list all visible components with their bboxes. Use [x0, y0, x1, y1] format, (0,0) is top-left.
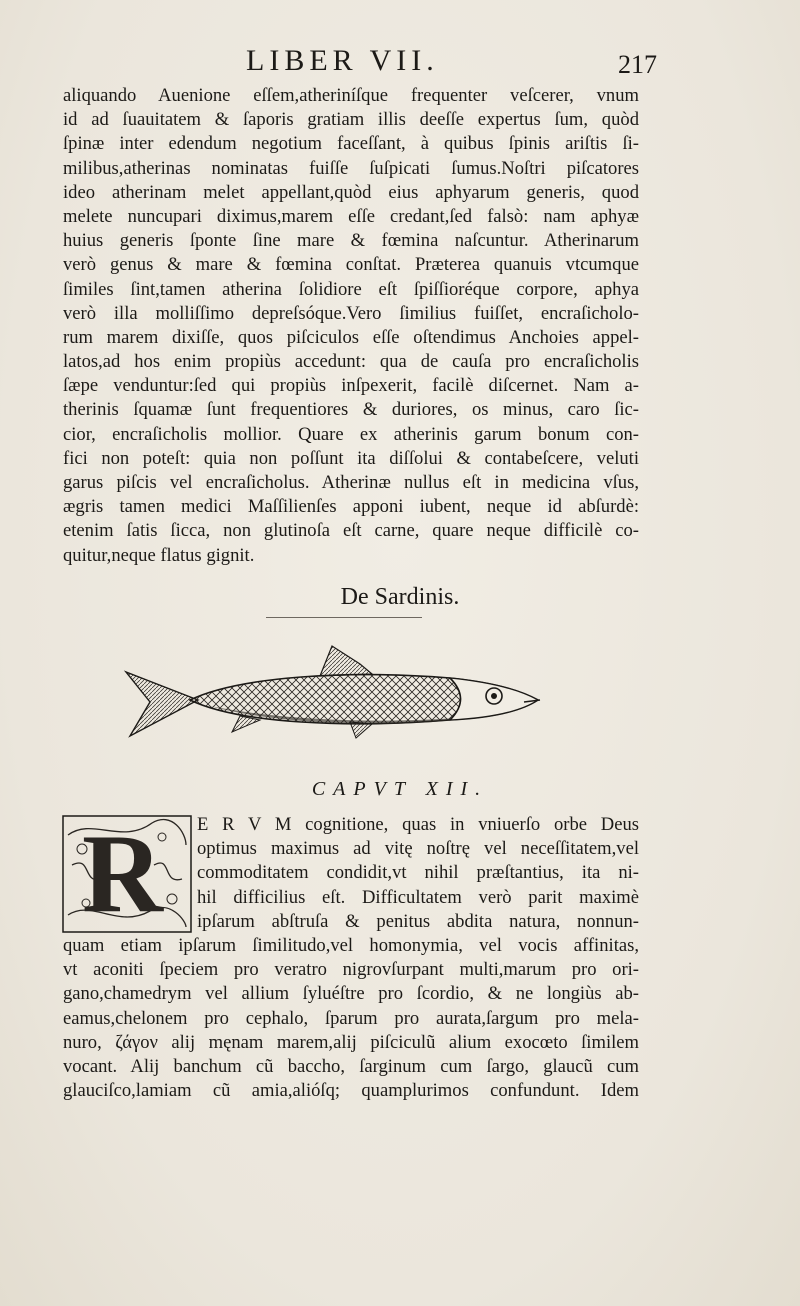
text-line: melete nuncupari diximus,marem eſſe credant,ſed falsò: nam aphyæ — [63, 205, 639, 227]
text-line: vocant. Alij banchum cũ baccho, ſarginum cum ſargo, glaucũ cum — [63, 1055, 639, 1077]
text-line: garus piſcis vel encraſicholus. Atherinæ nullus eſt in medicina vſus, — [63, 472, 639, 493]
text-line: milibus,atherinas nominatas fuiſſe ſuſpicati ſumus.Noſtri piſcatores — [63, 157, 639, 179]
paragraph-chapter-opening — [63, 813, 639, 1103]
text-line: ipſarum abſtruſa & penitus abdita natura, nonnun- — [197, 910, 639, 932]
text-line: eamus,chelonem pro cephalo, ſparum pro aurata,ſargum pro mela- — [63, 1007, 639, 1029]
text-line: hil difficilius eſt. Difficultatem verò parit maximè — [197, 886, 639, 908]
text-line: fici non poteſt: quia non poſſunt ita diſſolui & contabeſcere, veluti — [63, 447, 639, 469]
text-line: verò genus & mare & fœmina conſtat. Præterea quanuis vtcumque — [63, 254, 639, 276]
text-line: optimus maximus ad vitę noſtrę vel neceſſitatem,vel — [197, 838, 639, 860]
initial-letter: R — [82, 812, 163, 936]
text-line: cior, encraſicholis mollior. Quare ex atherinis garum bonum con- — [63, 423, 639, 445]
text-line: rum marem dixiſſe, quos piſciculos eſſe oſtendimus Anchoies appel- — [63, 326, 639, 348]
text-line: huius generis ſponte ſine mare & fœmina naſcuntur. Atherinarum — [63, 230, 639, 252]
text-line: ſpinæ inter edendum negotium faceſſant, à quibus ſpinis ariſtis ſi- — [63, 133, 639, 155]
sardine-woodcut — [120, 640, 550, 750]
text-line: ſimiles ſint,tamen atherina ſolidiore eſt ſpiſſioréque corpore, aphya — [63, 278, 639, 300]
heading-rule — [266, 617, 422, 618]
text-line: nuro, ζάγον alij męnam marem,alij piſciculũ alium exocœto ſimilem — [63, 1031, 639, 1053]
paragraph-atherina — [63, 84, 639, 568]
text-line: aliquando Auenione eſſem,atheriníſque frequenter veſcerer, vnum — [63, 85, 639, 106]
text-line: therinis ſquamæ ſunt frequentiores & duriores, os minus, caro ſic- — [63, 399, 639, 421]
chapter-heading: CAPVT XII. — [311, 778, 489, 800]
text-line: vt aconiti ſpeciem pro veratro nigrovſurpant multi,marum pro ori- — [63, 959, 639, 981]
text-line: gano,chamedrym vel allium ſyluéſtre pro ſcordio, & ne longiùs ab- — [63, 983, 639, 1005]
text-line: quam etiam ipſarum ſimilitudo,vel homonymia, vel vocis affinitas, — [63, 934, 639, 956]
text-line: id ad ſuauitatem & ſaporis gratiam illis deeſſe expertus ſum, quòd — [63, 109, 639, 131]
running-head — [0, 44, 800, 84]
text-line: verò illa molliſſimo depreſsóque.Vero ſimilius fuiſſet, encraſicholo- — [63, 302, 639, 324]
page-number: 217 — [618, 50, 657, 79]
text-line: quitur,neque flatus gignit. — [63, 544, 255, 566]
text-line: glauciſco,lamiam cũ amia,alióſq; quamplurimos confundunt. Idem — [63, 1080, 639, 1102]
section-heading: De Sardinis. — [340, 584, 460, 610]
text-line: ſæpe venduntur:ſed qui propiùs inſpexerit, facilè diſcernet. Nam a- — [63, 375, 639, 397]
text-line: E R V M cognitione, quas in vniuerſo orbe Deus — [197, 814, 639, 835]
text-line: ideo atherinam melet appellant,quòd eius aphyarum generis, quod — [63, 181, 639, 203]
running-head-title: LIBER VII. — [246, 44, 439, 77]
text-line: commoditatem condidit,vt nihil præſtantius, ita ni- — [197, 862, 639, 884]
text-line: etenim ſatis ſicca, non glutinoſa eſt carne, quare neque difficilè co- — [63, 520, 639, 542]
text-line: latos,ad hos enim propiùs accedunt: qua de cauſa pro encraſicholis — [63, 351, 639, 373]
text-line: ægris tamen medici Maſſilienſes apponi iubent, neque id abſurdè: — [63, 496, 639, 518]
